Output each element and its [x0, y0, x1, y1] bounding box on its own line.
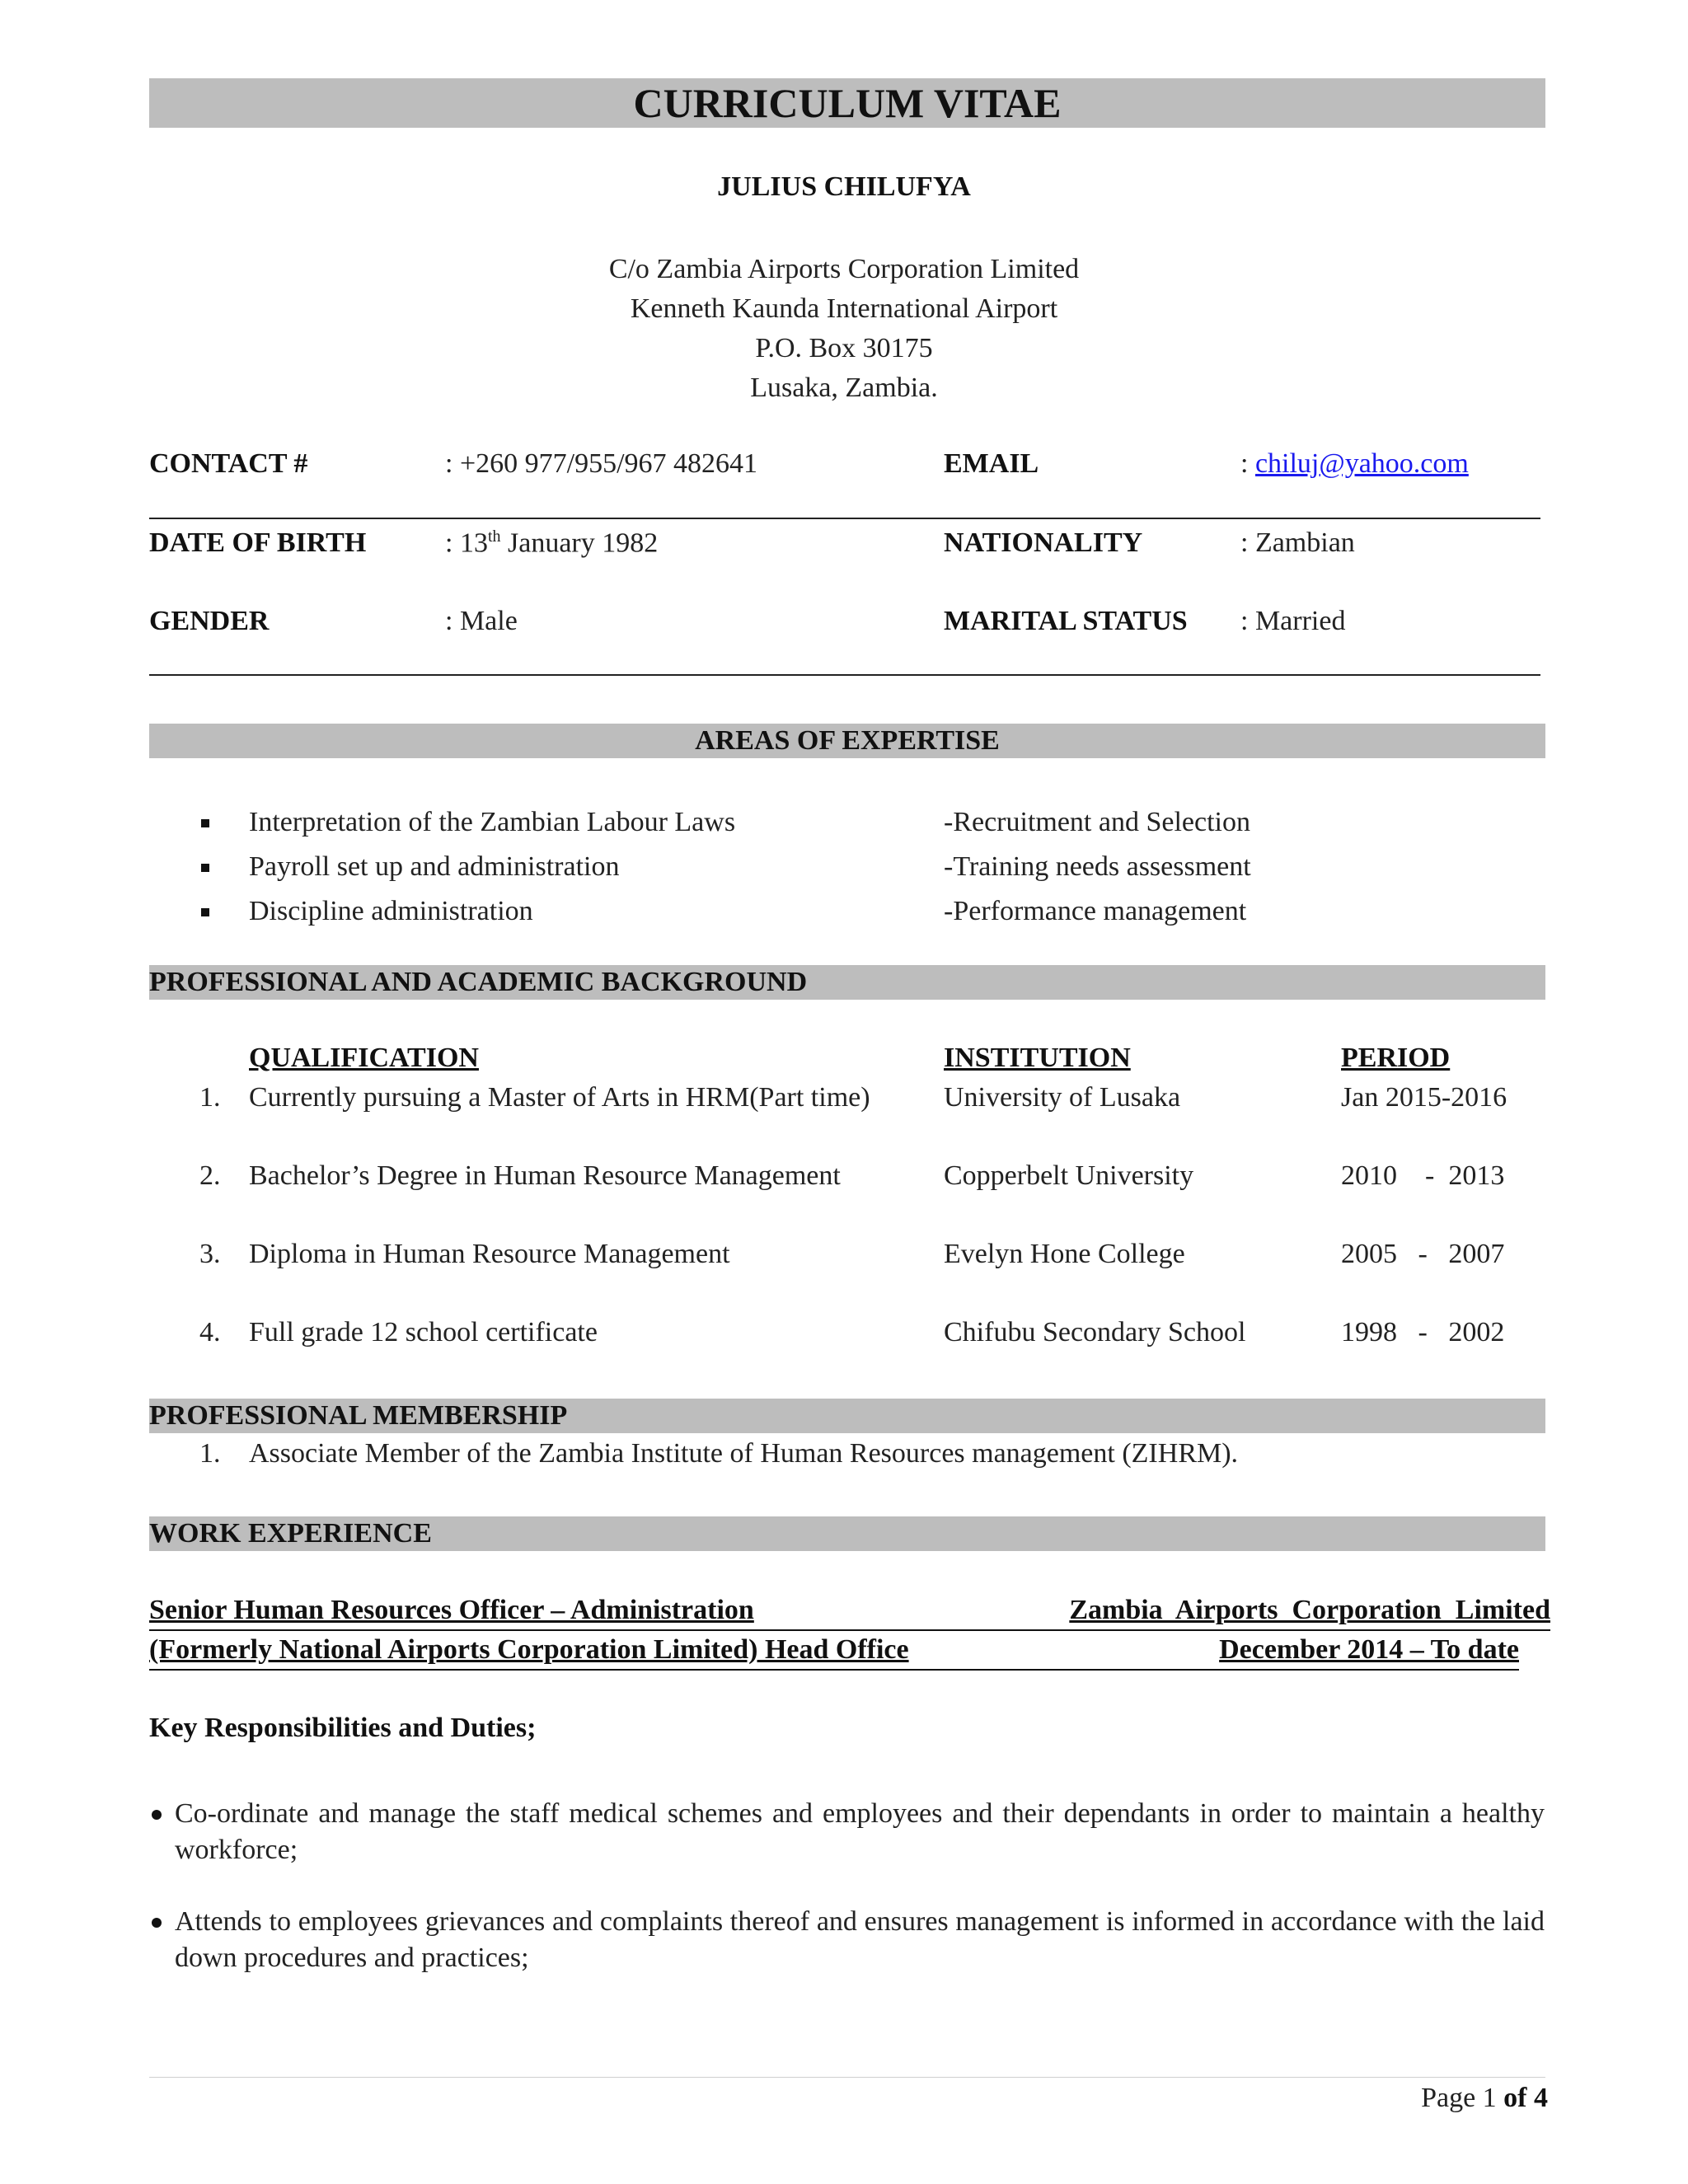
duty-item-1: Co-ordinate and manage the staff medical schemes and employees and their dependants in order to maintain a healthy workforce;: [175, 1798, 1545, 1865]
period-row-4: 1998 - 2002: [1341, 1317, 1505, 1347]
page-number: [1421, 2083, 1548, 2114]
page-current: 1: [1482, 2083, 1497, 2113]
footer-divider: [149, 2077, 1545, 2078]
bullet-icon: [152, 1810, 162, 1820]
expertise-left-2: Payroll set up and administration: [249, 851, 620, 882]
period-row-3: 2005 - 2007: [1341, 1239, 1505, 1269]
expertise-right-1: -Recruitment and Selection: [944, 807, 1250, 837]
expertise-right-3: -Performance management: [944, 896, 1247, 926]
dob-label: DATE OF BIRTH: [149, 527, 367, 558]
nationality-label: NATIONALITY: [944, 527, 1143, 558]
dob-suffix: th: [487, 527, 501, 546]
square-bullet-icon: [201, 819, 209, 827]
employer-name: Zambia Airports Corporation Limited: [1069, 1595, 1550, 1625]
candidate-name: JULIUS CHILUFYA: [717, 171, 971, 202]
job-title: Senior Human Resources Officer – Administration: [149, 1595, 754, 1625]
job-subtitle: (Formerly National Airports Corporation Limited) Head Office: [149, 1634, 909, 1665]
period-row-2: 2010 - 2013: [1341, 1160, 1505, 1191]
email-field: [1240, 448, 1469, 480]
address-line-3: P.O. Box 30175: [755, 333, 933, 363]
address-line-1: C/o Zambia Airports Corporation Limited: [608, 254, 1080, 284]
qualification-row-3-num: 3.: [199, 1239, 221, 1269]
address-line-4: Lusaka, Zambia.: [750, 373, 938, 403]
email-prefix: :: [1240, 448, 1255, 479]
duties-heading: Key Responsibilities and Duties;: [149, 1713, 537, 1743]
address-line-2: Kenneth Kaunda International Airport: [630, 293, 1058, 324]
qualification-row-2: Bachelor’s Degree in Human Resource Management: [249, 1160, 841, 1191]
gender-value: : Male: [445, 606, 518, 636]
dob-day: : 13: [445, 527, 488, 559]
divider-top: [149, 518, 1540, 519]
institution-row-2: Copperbelt University: [944, 1160, 1194, 1191]
membership-num: 1.: [199, 1438, 221, 1469]
contact-value: : +260 977/955/967 482641: [445, 448, 758, 479]
background-heading: PROFESSIONAL AND ACADEMIC BACKGROUND: [149, 965, 1545, 1000]
qualification-row-4: Full grade 12 school certificate: [249, 1317, 598, 1347]
period-row-1: Jan 2015-2016: [1341, 1082, 1507, 1113]
divider-bottom: [149, 674, 1540, 676]
email-link[interactable]: chiluj@yahoo.com: [1254, 448, 1469, 479]
document-title: CURRICULUM VITAE: [149, 78, 1545, 128]
page-word: Page: [1421, 2083, 1476, 2113]
email-label: EMAIL: [944, 448, 1039, 479]
page-total: of 4: [1503, 2083, 1548, 2113]
qualification-row-1-num: 1.: [199, 1082, 221, 1113]
dob-month-year: January 1982: [500, 527, 659, 559]
membership-item: Associate Member of the Zambia Institute of Human Resources management (ZIHRM).: [249, 1438, 1239, 1469]
marital-value: : Married: [1240, 606, 1346, 636]
square-bullet-icon: [201, 908, 209, 916]
contact-label: CONTACT #: [149, 448, 308, 479]
qualification-column-header: QUALIFICATION: [249, 1043, 479, 1073]
duty-item-2: Attends to employees grievances and complaints thereof and ensures management is informed in accordance with the laid down procedures and practices;: [175, 1906, 1545, 1973]
period-column-header: PERIOD: [1341, 1043, 1451, 1073]
institution-row-1: University of Lusaka: [944, 1082, 1181, 1113]
gender-label: GENDER: [149, 606, 270, 636]
expertise-left-1: Interpretation of the Zambian Labour Laws: [249, 807, 736, 837]
qualification-row-3: Diploma in Human Resource Management: [249, 1239, 730, 1269]
dob-value: [445, 527, 658, 559]
institution-row-3: Evelyn Hone College: [944, 1239, 1185, 1269]
marital-label: MARITAL STATUS: [944, 606, 1188, 636]
job-dates: December 2014 – To date: [1219, 1634, 1519, 1665]
expertise-heading: AREAS OF EXPERTISE: [149, 724, 1545, 758]
square-bullet-icon: [201, 864, 209, 872]
institution-row-4: Chifubu Secondary School: [944, 1317, 1246, 1347]
nationality-value: : Zambian: [1240, 527, 1355, 558]
qualification-row-4-num: 4.: [199, 1317, 221, 1347]
work-heading: WORK EXPERIENCE: [149, 1516, 1545, 1551]
institution-column-header: INSTITUTION: [944, 1043, 1131, 1073]
bullet-icon: [152, 1918, 162, 1928]
qualification-row-1: Currently pursuing a Master of Arts in HRM(Part time): [249, 1082, 870, 1113]
membership-heading: PROFESSIONAL MEMBERSHIP: [149, 1399, 1545, 1433]
expertise-right-2: -Training needs assessment: [944, 851, 1251, 882]
qualification-row-2-num: 2.: [199, 1160, 221, 1191]
expertise-left-3: Discipline administration: [249, 896, 533, 926]
